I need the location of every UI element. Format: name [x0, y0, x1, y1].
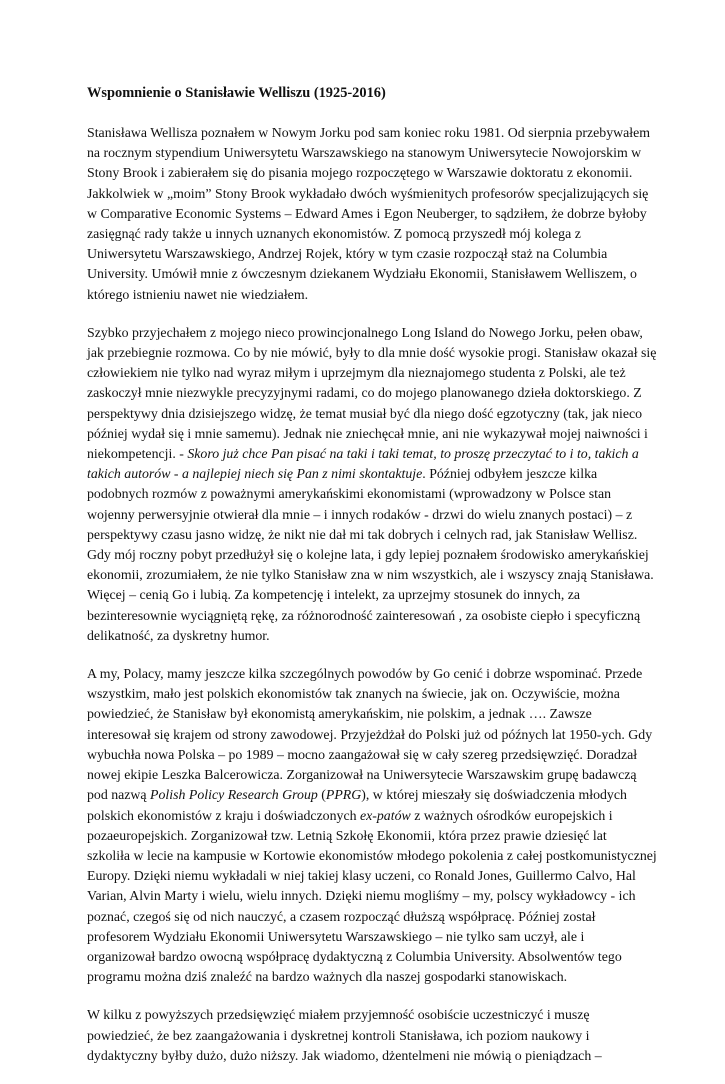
text-run: Więcej – cenią Go i lubią. Za kompetencję i intelekt, za uprzejmy stosunek do innych, za: [87, 587, 581, 603]
text-line: [87, 704, 647, 724]
text-run: w Comparative Economic Systems – Edward Ames i Egon Neuberger, to sądziłem, że dobrze byłoby: [87, 205, 647, 221]
text-line: [87, 383, 647, 403]
text-line: [87, 585, 647, 605]
text-line: [87, 363, 647, 383]
italic-text: ex-patów: [359, 807, 411, 823]
text-line: [87, 525, 647, 545]
italic-text: takich autorów - a najlepiej niech się Pan z nimi skontaktuje: [87, 466, 423, 482]
text-line: [87, 947, 647, 967]
paragraph: [87, 1005, 647, 1066]
text-line: [87, 907, 647, 927]
italic-text: Polish Policy Research Group: [150, 787, 318, 803]
text-run: wszystkim, mało jest polskich ekonomistów tak znanych na świecie, jak on. Oczywiście, można: [87, 686, 620, 702]
text-run: Stanisława Wellisza poznałem w Nowym Jorku pod sam koniec roku 1981. Od sierpnia przebywałem: [87, 125, 651, 140]
text-line: [87, 684, 647, 704]
paragraph: [87, 123, 651, 305]
text-run: Szybko przyjechałem z mojego nieco prowincjonalnego Long Island do Nowego Jorku, pełen obaw,: [87, 324, 643, 340]
text-line: [87, 765, 647, 785]
text-run: delikatność, za dyskretny humor.: [87, 627, 270, 643]
text-line: [87, 323, 647, 343]
text-run: polskich ekonomistów z kraju i doświadczonych: [87, 807, 360, 823]
text-line: [87, 143, 647, 163]
text-run: Gdy mój roczny pobyt przedłużył się o kolejne lata, i gdy lepiej poznałem środowisko amerykańskiej: [87, 547, 649, 563]
text-run: na rocznym stypendium Uniwersytetu Warszawskiego na stanowym Uniwersytecie Nowojorskim w: [87, 145, 642, 161]
text-line: [87, 184, 647, 204]
text-run: interesował się krajem od strony zawodowej. Przyjeżdżał do Polski już od późnych lat 1950-ych. Gdy: [87, 726, 653, 742]
text-run: pozaeuropejskich. Zorganizował tzw. Letnią Szkołę Ekonomii, która przez prawie dziesięć lat: [87, 827, 607, 843]
document-page: [87, 83, 657, 1084]
text-run: powiedzieć, że bez zaangażowania i dyskretnej kontroli Stanisława, ich poziom naukowy i: [87, 1027, 590, 1043]
text-run: człowiekiem nie tylko nad wyraz miłym i uprzejmym dla nieznajomego studenta z Polski, ale też: [87, 365, 626, 381]
text-line: [87, 1046, 647, 1066]
text-run: . Później odbyłem jeszcze kilka: [422, 466, 598, 482]
text-run: Jakkolwiek w „moim” Stony Brook wykładało dwóch wyśmienitych profesorów specjalizujących się: [87, 185, 649, 201]
text-line: [87, 785, 647, 805]
text-line: [87, 404, 647, 424]
text-line: [87, 285, 647, 305]
italic-text: PPRG: [325, 787, 362, 803]
text-line: [87, 444, 647, 464]
text-run: wybuchła nowa Polska – po 1989 – mocno zaangażował się w cały szereg przedsięwzięć. Doradzał: [87, 746, 638, 762]
text-run: (: [317, 787, 326, 803]
text-line: [87, 545, 647, 565]
text-line: [87, 163, 647, 183]
text-line: [87, 725, 653, 745]
text-line: [87, 927, 647, 947]
text-run: szkoliła w lecie na kampusie w Kortowie ekonomistów młodego pokolenia z całej postkomunistycznej: [87, 847, 657, 863]
text-line: [87, 224, 647, 244]
text-run: powiedzieć, że Stanisław był ekonomistą amerykańskim, nie polskim, a jednak …. Zawsze: [87, 706, 592, 722]
text-run: dydaktyczny byłby dużo, dużo niższy. Jak wiadomo, dżentelmeni nie mówią o pieniądzach –: [87, 1047, 602, 1063]
text-line: [87, 343, 657, 363]
text-line: [87, 745, 647, 765]
text-run: perspektywy dnia dzisiejszego widzę, że temat musiał być dla niego dość egzotyczny (tak, jak nieco: [87, 405, 643, 421]
text-line: [87, 204, 647, 224]
paragraph: [87, 323, 657, 646]
text-run: podobnych rozmów z poważnymi amerykańskimi ekonomistami (wprowadzony w Polsce stan: [87, 486, 612, 502]
text-run: Uniwersytetu Warszawskiego, Andrzej Rojek, który w tym czasie rozpoczął staż na Columbia: [87, 246, 608, 262]
text-line: [87, 626, 647, 646]
text-run: programu można dziś znaleźć na bardzo ważnych dla naszej gospodarki stanowiskach.: [87, 969, 568, 985]
text-run: University. Umówił mnie z ówczesnym dziekanem Wydziału Ekonomii, Stanisławem Welliszem, o: [87, 266, 637, 282]
text-line: [87, 464, 647, 484]
text-run: wojenny perwersyjnie otwierał dla mnie – i innych rodaków - drzwi do wielu znanych postaci) – z: [87, 506, 633, 522]
italic-text: Skoro już chce Pan pisać na taki i taki temat, to proszę przeczytać to i to, takich a: [187, 446, 639, 462]
text-run: jak przebiegnie rozmowa. Co by nie mówić, były to dla mnie dość wysokie progi. Stanisław okazał się: [87, 345, 657, 361]
document-body: [87, 123, 657, 1066]
document-title: Wspomnienie o Stanisławie Welliszu (1925-2016): [87, 85, 386, 101]
text-line: [87, 606, 647, 626]
text-line: [87, 664, 647, 684]
text-run: profesorem Wydziału Ekonomii Uniwersytetu Warszawskiego – nie tylko sam uczył, ale i: [87, 928, 585, 944]
text-line: [87, 886, 647, 906]
text-line: [87, 264, 647, 284]
text-run: niekompetencji. -: [87, 446, 188, 462]
paragraph: [87, 664, 657, 987]
text-run: Stony Brook i zabierałem się do pisania mojego rozpoczętego w Warszawie doktoratu z ekonomii.: [87, 165, 633, 181]
text-line: [87, 846, 657, 866]
text-run: ekonomii, zrozumiałem, że nie tylko Stanisław zna w nim wszystkich, ale i wszyscy znają Stanisława.: [87, 567, 654, 583]
text-line: [87, 1005, 647, 1025]
text-run: nowej ekipie Leszka Balcerowicza. Zorganizował na Uniwersytecie Warszawskim grupę badawczą: [87, 767, 637, 783]
text-line: [87, 866, 647, 886]
text-run: z ważnych ośrodków europejskich i: [410, 807, 613, 823]
text-run: A my, Polacy, mamy jeszcze kilka szczególnych powodów by Go cenić i dobrze wspominać. Przede: [87, 666, 643, 682]
text-line: [87, 505, 647, 525]
text-line: [87, 123, 651, 143]
text-line: [87, 826, 647, 846]
text-run: poznać, czegoś się od nich nauczyć, a czasem rozpocząć dłuższą współpracę. Później został: [87, 908, 596, 924]
text-line: [87, 484, 647, 504]
text-run: zasięgnąć rady także u innych uznanych ekonomistów. Z pomocą przyszedł mój kolega z: [87, 226, 581, 242]
text-line: [87, 1026, 647, 1046]
text-line: [87, 565, 654, 585]
text-line: [87, 967, 647, 987]
text-run: ), w której mieszały się doświadczenia młodych: [361, 787, 627, 803]
text-run: organizował bardzo owocną współpracę dydaktyczną z Columbia University. Absolwentów tego: [87, 948, 622, 964]
text-run: perspektywy czasu jasno widzę, że nikt nie dał mi tak dobrych i celnych rad, jak Stanisław Wellisz.: [87, 526, 638, 542]
text-line: [87, 424, 647, 444]
text-run: pod nazwą: [87, 787, 151, 803]
text-run: później wydał się i mnie samemu). Jednak nie zniechęcał mnie, ani nie wykazywał mojej naiwności i: [87, 425, 648, 441]
text-run: którego istnieniu nawet nie wiedziałem.: [87, 286, 309, 302]
text-run: W kilku z powyższych przedsięwzięć miałem przyjemność osobiście uczestniczyć i muszę: [87, 1007, 590, 1023]
text-run: bezinteresownie wyciągniętą rękę, za różnorodność zainteresowań , za osobiste ciepło i specyficzną: [87, 607, 641, 623]
text-run: Varian, Alvin Marty i wielu, wielu innych. Dzięki niemu mogliśmy – my, polscy wykładowcy - ich: [87, 888, 636, 904]
text-line: [87, 806, 647, 826]
text-run: zaskoczył mnie niezwykle precyzyjnymi radami, co do mojego planowanego dzieła doktorskiego. Z: [87, 385, 642, 401]
text-line: [87, 244, 647, 264]
text-run: Europy. Dzięki niemu wykładali w niej takiej klasy uczeni, co Ronald Jones, Guillermo Calvo, Hal: [87, 868, 636, 884]
